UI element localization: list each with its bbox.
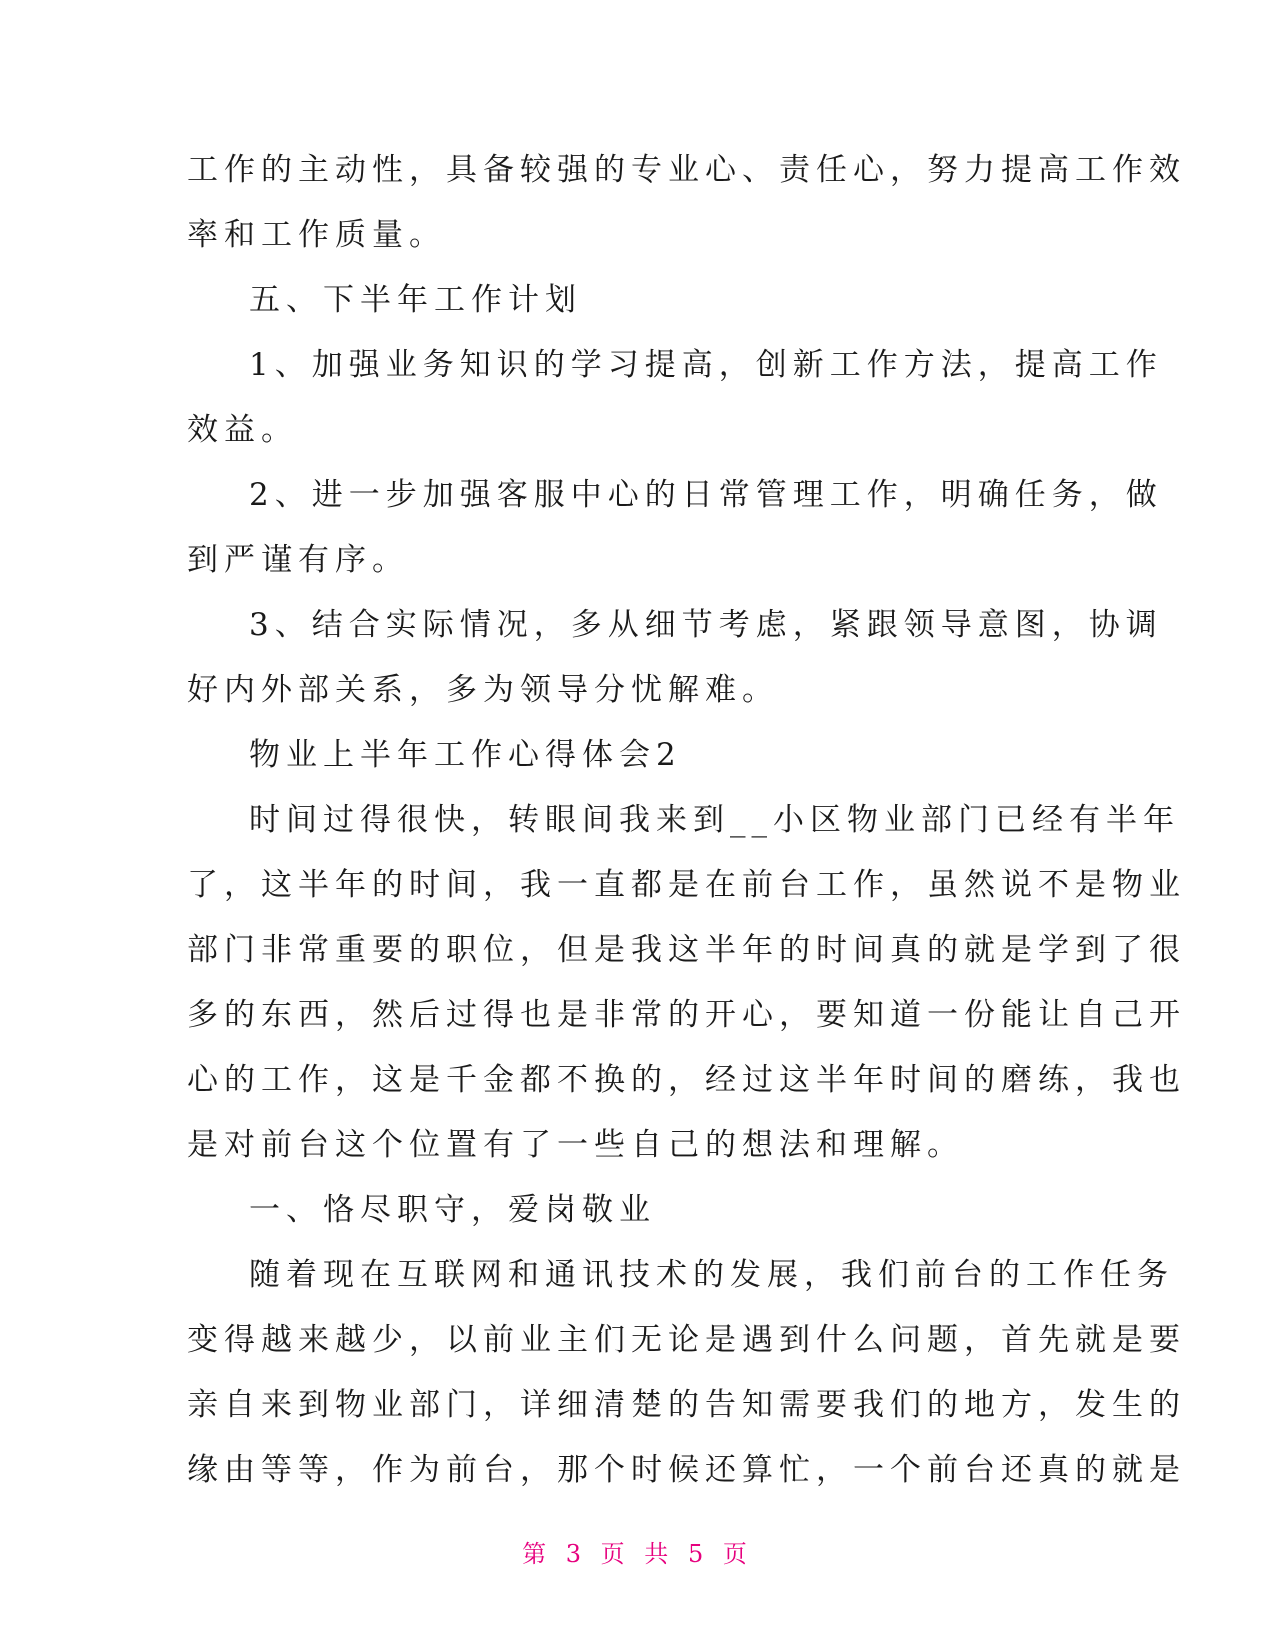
text-line: 随着现在互联网和通讯技术的发展，我们前台的工作任务 xyxy=(249,1257,1174,1293)
section-heading: 五、下半年工作计划 xyxy=(249,282,582,318)
text-line: 到严谨有序。 xyxy=(187,542,409,578)
text-line: 3、结合实际情况，多从细节考虑，紧跟领导意图，协调 xyxy=(249,607,1163,643)
text-line: 缘由等等，作为前台，那个时候还算忙，一个前台还真的就是 xyxy=(187,1452,1186,1488)
text-line: 心的工作，这是千金都不换的，经过这半年时间的磨练，我也 xyxy=(187,1062,1186,1098)
text-line: 率和工作质量。 xyxy=(187,217,446,253)
text-line: 了，这半年的时间，我一直都是在前台工作，虽然说不是物业 xyxy=(187,867,1186,903)
text-line: 变得越来越少，以前业主们无论是遇到什么问题，首先就是要 xyxy=(187,1322,1186,1358)
section-heading: 一、恪尽职守，爱岗敬业 xyxy=(249,1192,656,1228)
text-line: 好内外部关系，多为领导分忧解难。 xyxy=(187,672,779,708)
text-line: 2、进一步加强客服中心的日常管理工作，明确任务，做 xyxy=(249,477,1163,513)
text-line: 部门非常重要的职位，但是我这半年的时间真的就是学到了很 xyxy=(187,932,1186,968)
document-body xyxy=(187,138,1186,1503)
text-line: 亲自来到物业部门，详细清楚的告知需要我们的地方，发生的 xyxy=(187,1387,1186,1423)
article-title: 物业上半年工作心得体会2 xyxy=(249,737,682,773)
text-line: 1、加强业务知识的学习提高，创新工作方法，提高工作 xyxy=(249,347,1163,383)
text-line: 是对前台这个位置有了一些自己的想法和理解。 xyxy=(187,1127,964,1163)
text-line: 时间过得很快，转眼间我来到__小区物业部门已经有半年 xyxy=(249,802,1180,838)
text-line: 工作的主动性，具备较强的专业心、责任心，努力提高工作效 xyxy=(187,152,1186,188)
page-number-footer: 第 3 页 共 5 页 xyxy=(522,1540,753,1568)
text-line: 多的东西，然后过得也是非常的开心，要知道一份能让自己开 xyxy=(187,997,1186,1033)
text-line: 效益。 xyxy=(187,412,298,448)
